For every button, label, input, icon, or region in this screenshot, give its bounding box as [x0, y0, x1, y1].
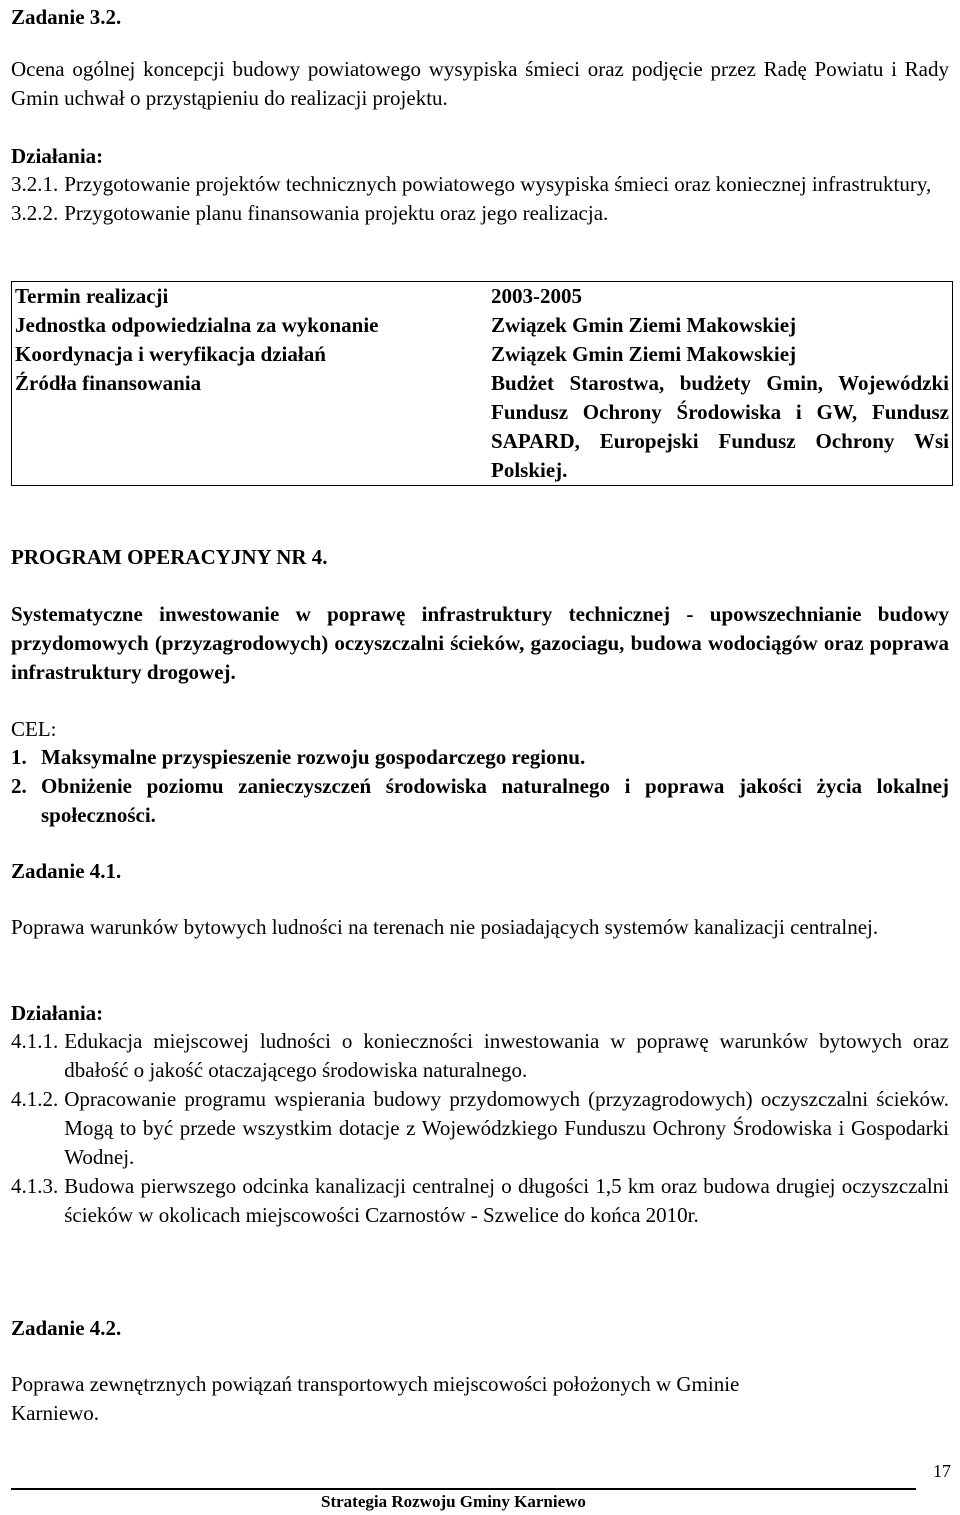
task-4-2-description: Poprawa zewnętrznych powiązań transportowych miejscowości położonych w Gminie Karniewo.	[11, 1372, 740, 1425]
task-3-2-description: Ocena ogólnej koncepcji budowy powiatowego wysypiska śmieci oraz podjęcie przez Radę Powiatu i Rady Gmin uchwał o przystąpieniu do realizacji projektu.	[11, 57, 949, 110]
goal-number: 2.	[11, 774, 27, 798]
action-number: 4.1.2.	[11, 1087, 59, 1111]
goal-item	[11, 772, 949, 830]
table-row	[12, 369, 953, 486]
page-number: 17	[933, 1461, 951, 1481]
program-goal-list	[11, 743, 949, 830]
table-value: Budżet Starostwa, budżety Gmin, Wojewódzki Fundusz Ochrony Środowiska i GW, Fundusz SAPARD, Europejski Fundusz Ochrony Wsi Polskiej.	[491, 371, 949, 482]
task-4-1-actions-label: Działania:	[11, 1001, 104, 1025]
action-item	[11, 1085, 949, 1172]
footer-title: Strategia Rozwoju Gminy Karniewo	[321, 1492, 586, 1511]
action-number: 4.1.1.	[11, 1029, 59, 1053]
program-description: Systematyczne inwestowanie w poprawę infrastruktury technicznej - upowszechnianie budowy przydomowych (przyzagrodowych) oczyszczalni ścieków, gazociagu, budowa wodociągów oraz poprawa infrastruktury drogowej.	[11, 602, 949, 684]
goal-number: 1.	[11, 745, 27, 769]
goal-text: Maksymalne przyspieszenie rozwoju gospodarczego regionu.	[41, 745, 586, 769]
action-item	[11, 1172, 949, 1230]
program-heading: PROGRAM OPERACYJNY NR 4.	[11, 545, 328, 569]
goal-item	[11, 743, 949, 772]
action-text: Przygotowanie planu finansowania projektu oraz jego realizacja.	[64, 201, 609, 225]
action-number: 4.1.3.	[11, 1174, 59, 1198]
task-3-2-heading: Zadanie 3.2.	[11, 5, 122, 29]
table-row	[12, 311, 953, 340]
task-3-2-actions-label: Działania:	[11, 144, 104, 168]
task-4-1-heading: Zadanie 4.1.	[11, 859, 122, 883]
table-label: Jednostka odpowiedzialna za wykonanie	[15, 313, 379, 337]
table-value: Związek Gmin Ziemi Makowskiej	[491, 342, 797, 366]
action-number: 3.2.2.	[11, 201, 59, 225]
task-info-table	[11, 281, 953, 486]
task-4-1-description: Poprawa warunków bytowych ludności na terenach nie posiadających systemów kanalizacji centralnej.	[11, 915, 879, 939]
table-label: Koordynacja i weryfikacja działań	[15, 342, 326, 366]
table-row	[12, 282, 953, 312]
task-4-1-action-list	[11, 1027, 949, 1230]
action-item	[11, 170, 949, 199]
program-goal-label: CEL:	[11, 717, 57, 741]
table-value: 2003-2005	[491, 284, 582, 308]
table-label: Termin realizacji	[15, 284, 169, 308]
table-label: Źródła finansowania	[15, 371, 202, 395]
action-text: Edukacja miejscowej ludności o konieczności inwestowania w poprawę warunków bytowych oraz dbałość o jakość otaczającego środowiska naturalnego.	[64, 1029, 949, 1082]
footer-divider	[11, 1488, 916, 1490]
task-4-2-heading: Zadanie 4.2.	[11, 1316, 122, 1340]
action-text: Opracowanie programu wspierania budowy przydomowych (przyzagrodowych) oczyszczalni ścieków. Mogą to być przede wszystkim dotacje z Wojewódzkiego Funduszu Ochrony Środowiska i Gospodarki Wodnej.	[64, 1087, 949, 1169]
action-item	[11, 1027, 949, 1085]
goal-text: Obniżenie poziomu zanieczyszczeń środowiska naturalnego i poprawa jakości życia lokalnej społeczności.	[41, 774, 949, 827]
table-value: Związek Gmin Ziemi Makowskiej	[491, 313, 797, 337]
task-3-2-action-list	[11, 170, 949, 228]
action-text: Budowa pierwszego odcinka kanalizacji centralnej o długości 1,5 km oraz budowa drugiej oczyszczalni ścieków w okolicach miejscowości Czarnostów - Szwelice do końca 2010r.	[64, 1174, 949, 1227]
table-row	[12, 340, 953, 369]
action-item	[11, 199, 949, 228]
action-text: Przygotowanie projektów technicznych powiatowego wysypiska śmieci oraz koniecznej infrastruktury,	[64, 172, 932, 196]
action-number: 3.2.1.	[11, 172, 59, 196]
